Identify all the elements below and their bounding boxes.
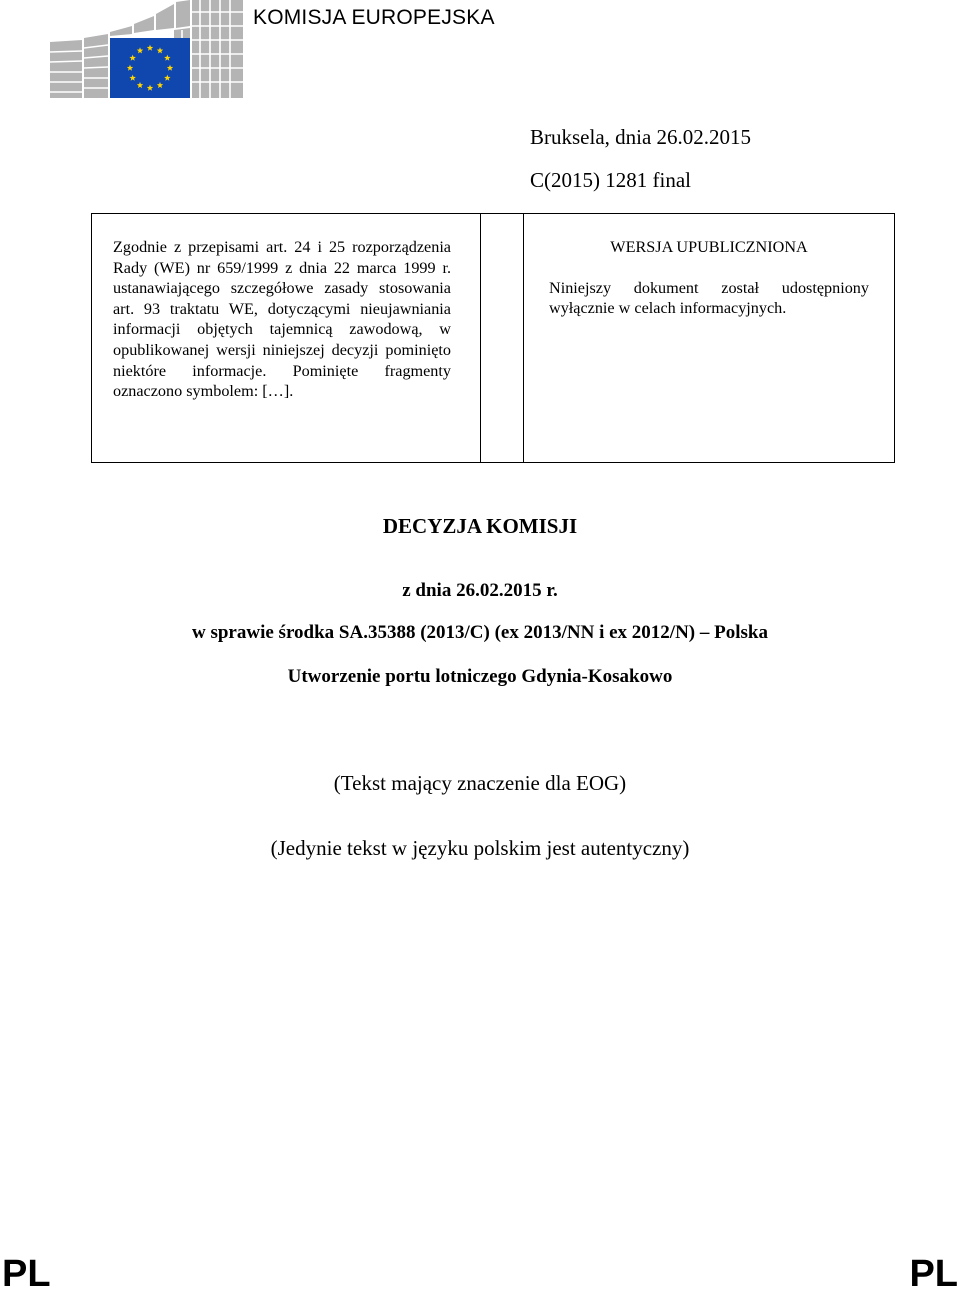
european-commission-logo	[50, 0, 243, 98]
decision-case: w sprawie środka SA.35388 (2013/C) (ex 2013/NN i ex 2012/N) – Polska	[192, 622, 768, 643]
footer-language-left: PL	[2, 1253, 51, 1295]
document-reference: C(2015) 1281 final	[530, 168, 691, 192]
organization-name: KOMISJA EUROPEJSKA	[253, 6, 495, 29]
publication-notice-box	[91, 213, 895, 463]
eea-relevance-note: (Tekst mający znaczenie dla EOG)	[333, 771, 627, 795]
decision-date: z dnia 26.02.2015 r.	[402, 580, 558, 601]
public-version-text: Niniejszy dokument został udostępniony wyłącznie w celach informacyjnych.	[549, 278, 869, 318]
notice-divider-right	[523, 214, 524, 462]
decision-subject: Utworzenie portu lotniczego Gdynia-Kosakowo	[287, 666, 673, 687]
berlaymont-building-icon	[50, 0, 243, 98]
public-version-notice	[549, 237, 869, 319]
notice-divider-left	[480, 214, 481, 462]
decision-title: DECYZJA KOMISJI	[382, 514, 578, 538]
footer-language-right: PL	[909, 1253, 958, 1295]
place-date: Bruksela, dnia 26.02.2015	[530, 125, 752, 149]
authentic-language-note: (Jedynie tekst w języku polskim jest autentyczny)	[270, 836, 690, 860]
public-version-heading: WERSJA UPUBLICZNIONA	[610, 238, 808, 256]
confidentiality-notice: Zgodnie z przepisami art. 24 i 25 rozporządzenia Rady (WE) nr 659/1999 z dnia 22 marca 1999 r. ustanawiającego szczegółowe zasady stosowania art. 93 traktatu WE, dotyczącymi nieujawniania informacji objętych tajemnicą zawodową, w opublikowanej wersji niniejszej decyzji pominięto niektóre informacje. Pominięte fragmenty oznaczono symbolem: […].	[113, 238, 451, 401]
